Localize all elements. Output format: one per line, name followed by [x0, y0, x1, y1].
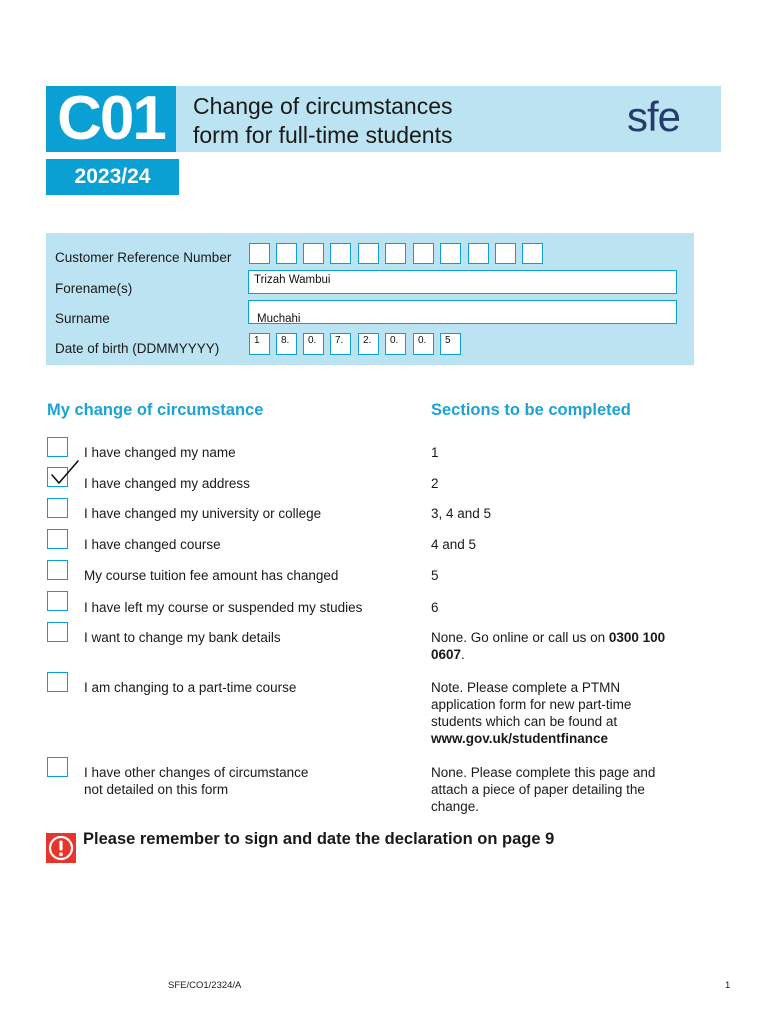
- dob-digit-box[interactable]: 0.: [413, 333, 434, 355]
- section-text: 6: [431, 600, 439, 615]
- crn-digit-box[interactable]: [276, 243, 297, 264]
- circumstance-label: I have left my course or suspended my studies: [84, 600, 363, 615]
- section-text: 1: [431, 445, 439, 460]
- forename-field[interactable]: Trizah Wambui: [248, 270, 677, 294]
- form-code: C01: [46, 86, 176, 152]
- sfe-logo: sfe: [627, 93, 681, 140]
- sections-to-complete: [431, 629, 681, 663]
- crn-digit-box[interactable]: [440, 243, 461, 264]
- forename-label: Forename(s): [55, 281, 133, 296]
- dob-digit-box[interactable]: 8.: [276, 333, 297, 355]
- circumstance-checkbox[interactable]: [47, 437, 68, 457]
- section-bold-text: www.gov.uk/studentfinance: [431, 731, 609, 746]
- sections-to-complete: [431, 764, 681, 815]
- crn-digit-box[interactable]: [522, 243, 543, 264]
- sections-to-complete: [431, 444, 681, 461]
- sections-to-complete: [431, 536, 681, 553]
- crn-digit-box[interactable]: [385, 243, 406, 264]
- circumstance-label: My course tuition fee amount has changed: [84, 568, 339, 583]
- crn-digit-box[interactable]: [413, 243, 434, 264]
- section-text: 5: [431, 568, 439, 583]
- exclamation-icon: [46, 833, 76, 863]
- circumstance-checkbox[interactable]: [47, 498, 68, 518]
- crn-digit-box[interactable]: [303, 243, 324, 264]
- page-number: 1: [725, 980, 731, 991]
- sections-heading: Sections to be completed: [431, 401, 631, 419]
- section-text: None. Please complete this page and attach a piece of paper detailing the change.: [431, 765, 656, 814]
- my-change-heading: My change of circumstance: [47, 401, 264, 419]
- declaration-reminder: Please remember to sign and date the declaration on page 9: [83, 830, 555, 848]
- dob-digit-box[interactable]: 2.: [358, 333, 379, 355]
- checkmark-icon: [48, 459, 82, 489]
- sections-to-complete: [431, 679, 681, 747]
- section-text: 3, 4 and 5: [431, 506, 492, 521]
- academic-year: 2023/24: [46, 159, 179, 195]
- sections-to-complete: [431, 475, 681, 492]
- surname-field[interactable]: Muchahi: [248, 300, 677, 324]
- sections-to-complete: [431, 599, 681, 616]
- circumstance-label: I have changed my name: [84, 445, 236, 460]
- sections-to-complete: [431, 505, 681, 522]
- circumstance-checkbox[interactable]: [47, 622, 68, 642]
- circumstance-label: I have changed my university or college: [84, 506, 322, 521]
- crn-digit-box[interactable]: [495, 243, 516, 264]
- crn-digit-box[interactable]: [330, 243, 351, 264]
- form-title: Change of circumstances form for full-time students: [193, 93, 453, 148]
- circumstance-checkbox[interactable]: [47, 467, 68, 487]
- section-bold-text: 0300 100 0607: [431, 630, 666, 662]
- surname-label: Surname: [55, 311, 110, 326]
- crn-label: Customer Reference Number: [55, 250, 232, 265]
- dob-label: Date of birth (DDMMYYYY): [55, 341, 220, 356]
- circumstance-checkbox[interactable]: [47, 757, 68, 777]
- dob-digit-box[interactable]: 7.: [330, 333, 351, 355]
- crn-digit-box[interactable]: [468, 243, 489, 264]
- dob-digit-box[interactable]: 5: [440, 333, 461, 355]
- crn-digit-box[interactable]: [249, 243, 270, 264]
- circumstance-label: I have changed my address: [84, 476, 250, 491]
- circumstance-checkbox[interactable]: [47, 672, 68, 692]
- section-text: 2: [431, 476, 439, 491]
- circumstance-checkbox[interactable]: [47, 560, 68, 580]
- section-text: 4 and 5: [431, 537, 477, 552]
- circumstance-label: I have changed course: [84, 537, 221, 552]
- circumstance-label: I have other changes of circumstance not detailed on this form: [84, 765, 309, 797]
- section-after-text: .: [461, 647, 465, 662]
- circumstance-checkbox[interactable]: [47, 529, 68, 549]
- circumstance-checkbox[interactable]: [47, 591, 68, 611]
- circumstance-label: I want to change my bank details: [84, 630, 281, 645]
- sections-to-complete: [431, 567, 681, 584]
- dob-digit-box[interactable]: 0.: [385, 333, 406, 355]
- section-text: Note. Please complete a PTMN application form for new part-time students which can be found at: [431, 680, 632, 729]
- form-reference-code: SFE/CO1/2324/A: [168, 980, 242, 991]
- dob-digit-box[interactable]: 1: [249, 333, 270, 355]
- section-text: None. Go online or call us on: [431, 630, 606, 645]
- circumstance-label: I am changing to a part-time course: [84, 680, 297, 695]
- crn-digit-box[interactable]: [358, 243, 379, 264]
- dob-digit-box[interactable]: 0.: [303, 333, 324, 355]
